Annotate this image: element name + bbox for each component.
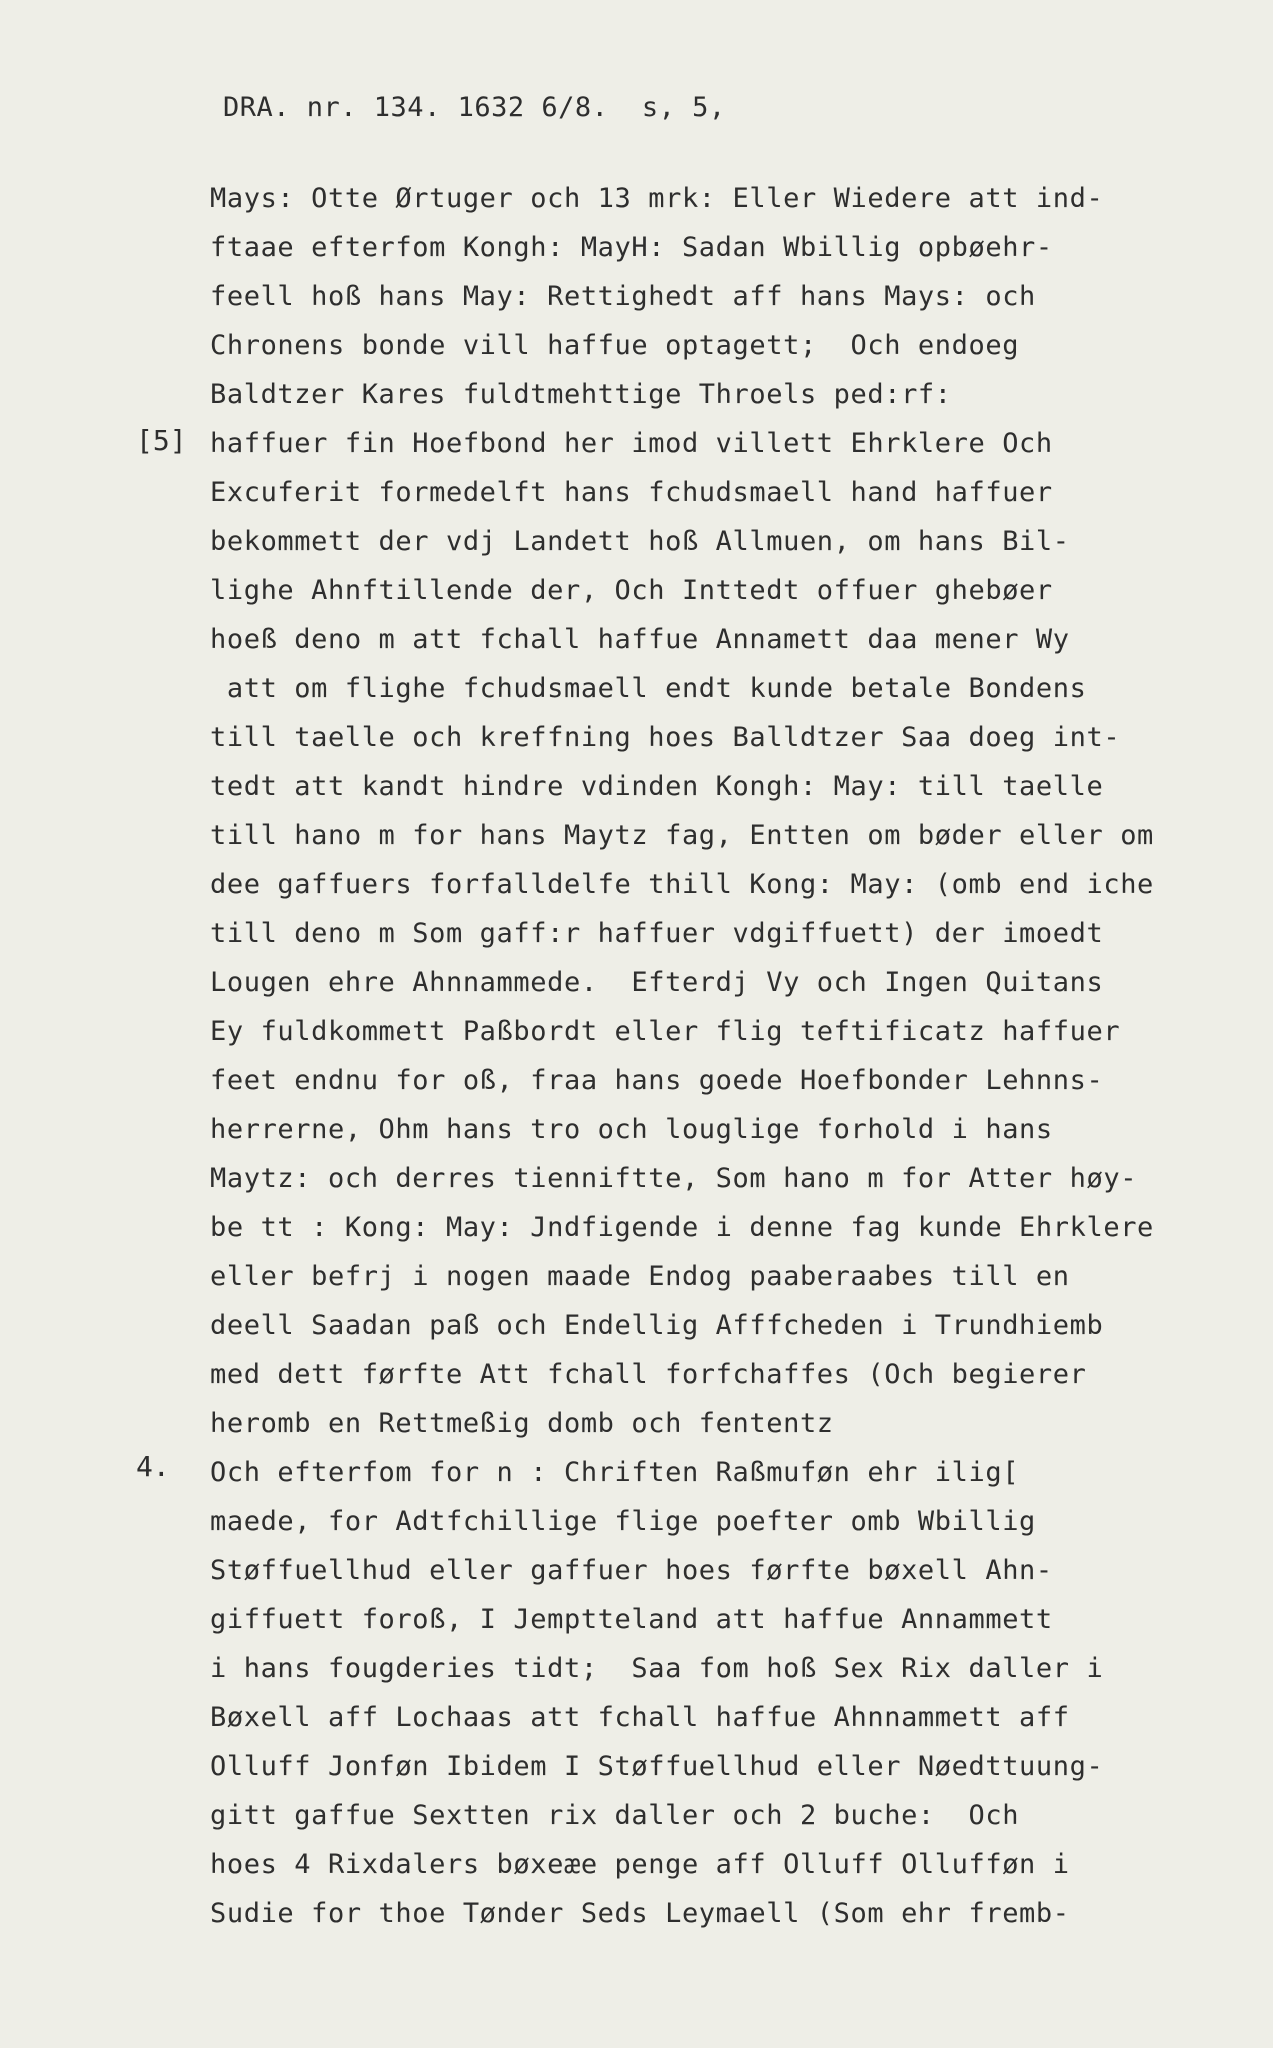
text-line: Excuferit formedelft hans fchudsmaell hand haffuer [210, 477, 1053, 508]
text-line: Olluff Jonføn Ibidem I Støffuellhud eller Nøedttuung- [210, 1751, 1104, 1782]
text-line: bekommett der vdj Landett hoß Allmuen, om hans Bil- [210, 526, 1070, 557]
text-line: Baldtzer Kares fuldtmehttige Throels ped:rf: [210, 379, 952, 410]
text-line: Ey fuldkommett Paßbordt eller flig teftificatz haffuer [210, 1016, 1121, 1047]
transcription-body [210, 174, 1154, 1938]
text-line: till deno m Som gaff:r haffuer vdgiffuett) der imoedt [210, 918, 1104, 949]
text-line: Lougen ehre Ahnnammede. Efterdj Vy och Ingen Quitans [210, 967, 1104, 998]
text-line: hoeß deno m att fchall haffue Annamett daa mener Wy [210, 624, 1070, 655]
text-line: eller befrj i nogen maade Endog paaberaabes till en [210, 1261, 1070, 1292]
text-line: haffuer fin Hoefbond her imod villett Ehrklere Och [210, 428, 1053, 459]
text-line: be tt : Kong: May: Jndfigende i denne fag kunde Ehrklere [210, 1212, 1154, 1243]
text-line: Maytz: och derres tienniftte, Som hano m for Atter høy- [210, 1163, 1138, 1194]
text-line: Sudie for thoe Tønder Seds Leymaell (Som ehr fremb- [210, 1898, 1070, 1929]
text-line: feet endnu for oß, fraa hans goede Hoefbonder Lehnns- [210, 1065, 1104, 1096]
page-header: DRA. nr. 134. 1632 6/8. s, 5, [223, 92, 726, 123]
margin-note-section-4: 4. [136, 1450, 170, 1483]
text-line: Mays: Otte Ørtuger och 13 mrk: Eller Wiedere att ind- [210, 183, 1104, 214]
text-line: ftaae efterfom Kongh: MayH: Sadan Wbillig opbøehr- [210, 232, 1053, 263]
text-line: feell hoß hans May: Rettighedt aff hans Mays: och [210, 281, 1036, 312]
text-line: Chronens bonde vill haffue optagett; Och endoeg [210, 330, 1020, 361]
text-line: till hano m for hans Maytz fag, Entten om bøder eller om [210, 820, 1154, 851]
text-line: Bøxell aff Lochaas att fchall haffue Ahnnammett aff [210, 1702, 1070, 1733]
text-line: tedt att kandt hindre vdinden Kongh: May: till taelle [210, 771, 1104, 802]
text-line: i hans fougderies tidt; Saa fom hoß Sex Rix daller i [210, 1653, 1104, 1684]
text-line: lighe Ahnftillende der, Och Inttedt offuer ghebøer [210, 575, 1053, 606]
text-line: giffuett foroß, I Jemptteland att haffue Annammett [210, 1604, 1053, 1635]
text-line: herrerne, Ohm hans tro och louglige forhold i hans [210, 1114, 1053, 1145]
text-line: att om flighe fchudsmaell endt kunde betale Bondens [210, 673, 1087, 704]
text-line: Støffuellhud eller gaffuer hoes førfte bøxell Ahn- [210, 1555, 1053, 1586]
text-line: deell Saadan paß och Endellig Afffcheden i Trundhiemb [210, 1310, 1104, 1341]
text-line: heromb en Rettmeßig domb och fententz [210, 1408, 834, 1439]
text-line: till taelle och kreffning hoes Balldtzer Saa doeg int- [210, 722, 1121, 753]
text-line: med dett førfte Att fchall forfchaffes (Och begierer [210, 1359, 1087, 1390]
text-line: dee gaffuers forfalldelfe thill Kong: May: (omb end iche [210, 869, 1154, 900]
margin-note-section-5: [5] [136, 424, 187, 457]
text-line: maede, for Adtfchillige flige poefter omb Wbillig [210, 1506, 1036, 1537]
text-line: Och efterfom for n : Chriften Raßmuføn ehr ilig[ [210, 1457, 1020, 1488]
text-line: gitt gaffue Sextten rix daller och 2 buche: Och [210, 1800, 1020, 1831]
text-line: hoes 4 Rixdalers bøxeæe penge aff Olluff Ollufføn i [210, 1849, 1070, 1880]
